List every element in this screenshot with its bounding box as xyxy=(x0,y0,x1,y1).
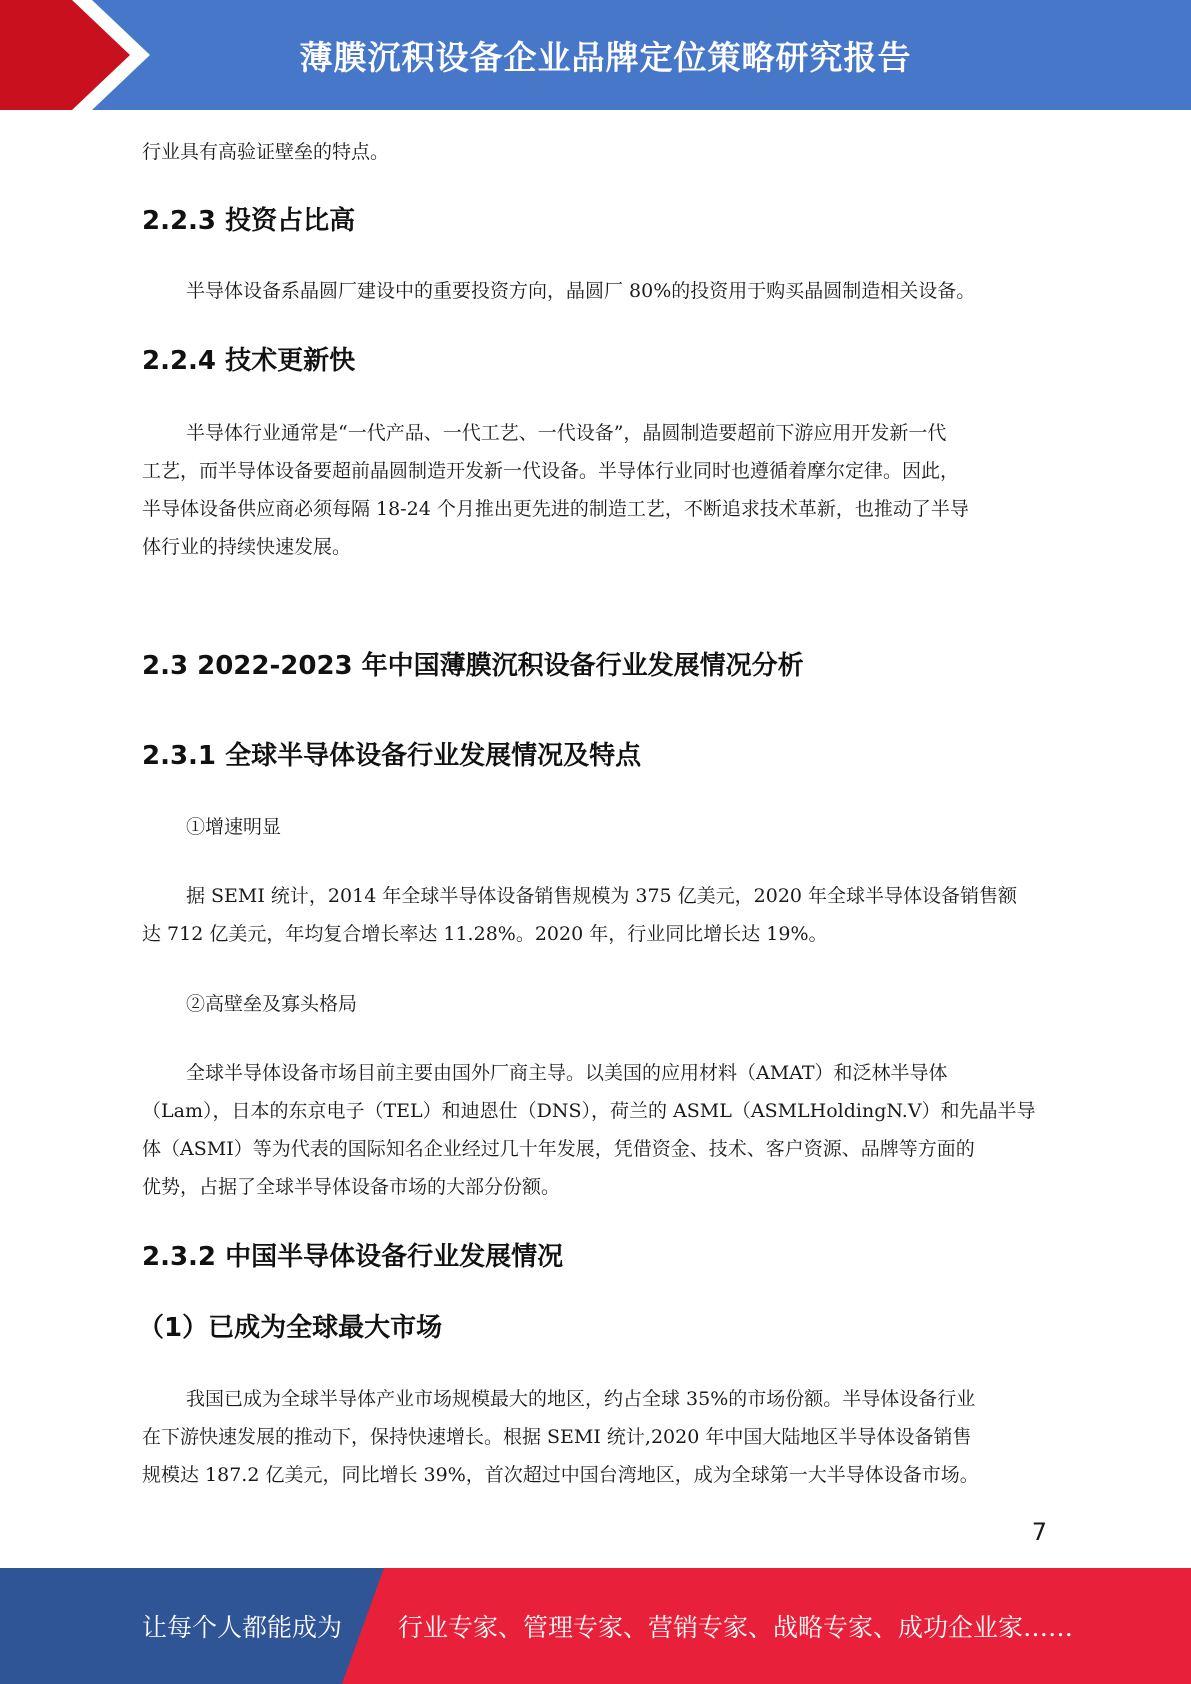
footer-slogan-right: 行业专家、管理专家、营销专家、战略专家、成功企业家…… xyxy=(398,1613,1074,1642)
paragraph-line: 半导体行业通常是“一代产品、一代工艺、一代设备”，晶圆制造要超前下游应用开发新一代 xyxy=(186,422,947,444)
footer-slogan-left: 让每个人都能成为 xyxy=(142,1613,343,1642)
page-header xyxy=(0,0,1191,110)
paragraph-line: 我国已成为全球半导体产业市场规模最大的地区，约占全球 35%的市场份额。半导体设备行业 xyxy=(186,1388,976,1410)
section-heading-2-2-4: 2.2.4 技术更新快 xyxy=(142,346,356,376)
section-heading-2-3-1: 2.3.1 全球半导体设备行业发展情况及特点 xyxy=(142,741,642,771)
paragraph: 行业具有高验证壁垒的特点。 xyxy=(142,141,390,163)
page-footer xyxy=(0,1568,1191,1684)
paragraph-line: （Lam），日本的东京电子（TEL）和迪恩仕（DNS），荷兰的 ASML（ASMLHoldingN.V）和先晶半导 xyxy=(142,1100,1036,1122)
paragraph-line: 全球半导体设备市场目前主要由国外厂商主导。以美国的应用材料（AMAT）和泛林半导体 xyxy=(186,1062,948,1084)
paragraph-line: 规模达 187.2 亿美元，同比增长 39%，首次超过中国台湾地区，成为全球第一大半导体设备市场。 xyxy=(142,1464,979,1486)
sub-point-title: ②高壁垒及寡头格局 xyxy=(186,993,358,1015)
paragraph: 半导体设备系晶圆厂建设中的重要投资方向，晶圆厂 80%的投资用于购买晶圆制造相关设备。 xyxy=(186,280,976,302)
page-number: 7 xyxy=(1031,1518,1047,1546)
paragraph-line: 在下游快速发展的推动下，保持快速增长。根据 SEMI 统计,2020 年中国大陆地区半导体设备销售 xyxy=(142,1426,972,1448)
paragraph-line: 半导体设备供应商必须每隔 18-24 个月推出更先进的制造工艺，不断追求技术革新，也推动了半导 xyxy=(142,498,969,520)
paragraph-line: 优势，占据了全球半导体设备市场的大部分份额。 xyxy=(142,1176,561,1198)
paragraph-line: 工艺，而半导体设备要超前晶圆制造开发新一代设备。半导体行业同时也遵循着摩尔定律。因此， xyxy=(142,460,960,482)
paragraph-line: 据 SEMI 统计，2014 年全球半导体设备销售规模为 375 亿美元，2020 年全球半导体设备销售额 xyxy=(186,885,1018,907)
sub-heading: （1）已成为全球最大市场 xyxy=(138,1313,443,1343)
section-heading-2-3: 2.3 2022-2023 年中国薄膜沉积设备行业发展情况分析 xyxy=(142,651,804,681)
paragraph-line: 达 712 亿美元，年均复合增长率达 11.28%。2020 年，行业同比增长达 19%。 xyxy=(142,923,828,945)
section-heading-2-2-3: 2.2.3 投资占比高 xyxy=(142,206,356,236)
section-heading-2-3-2: 2.3.2 中国半导体设备行业发展情况 xyxy=(142,1242,564,1272)
sub-point-title: ①增速明显 xyxy=(186,816,282,838)
paragraph-line: 体行业的持续快速发展。 xyxy=(142,536,352,558)
paragraph-line: 体（ASMI）等为代表的国际知名企业经过几十年发展，凭借资金、技术、客户资源、品牌等方面的 xyxy=(142,1138,975,1160)
report-title: 薄膜沉积设备企业品牌定位策略研究报告 xyxy=(299,37,912,77)
